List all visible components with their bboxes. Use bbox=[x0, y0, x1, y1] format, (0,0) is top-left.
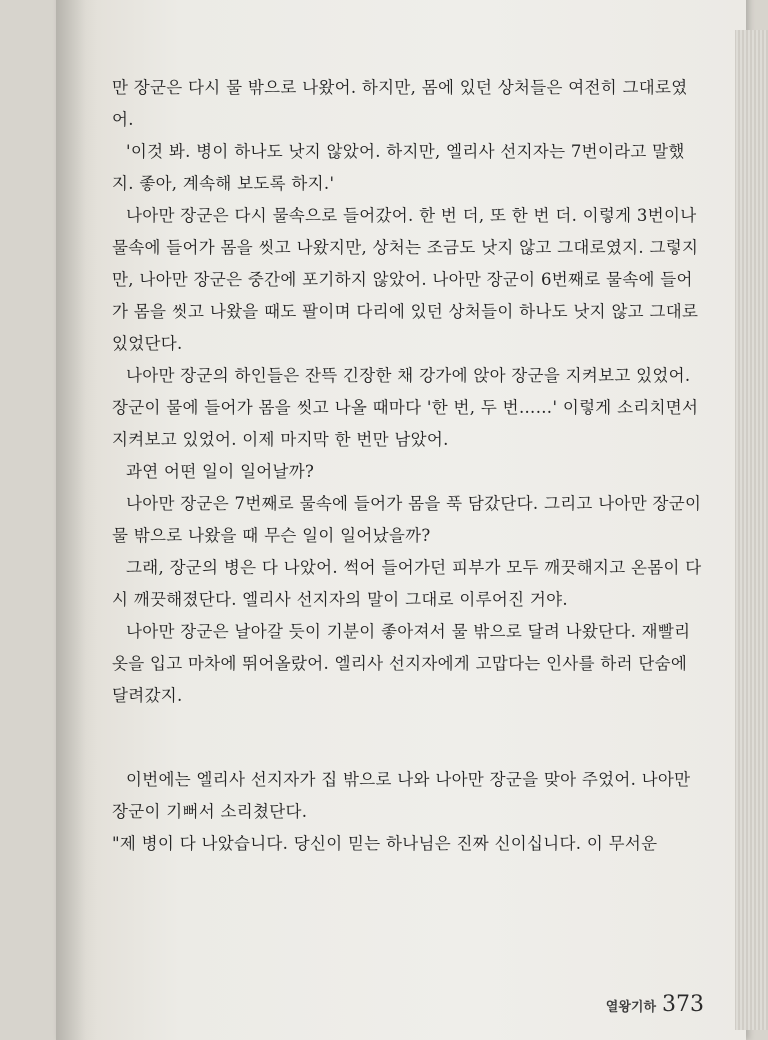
page-footer bbox=[606, 992, 704, 1017]
page-edges bbox=[735, 30, 768, 1030]
paragraph: 나아만 장군의 하인들은 잔뜩 긴장한 채 강가에 앉아 장군을 지켜보고 있었어. 장군이 물에 들어가 몸을 씻고 나올 때마다 '한 번, 두 번……' 이렇게 소리치면서 지켜보고 있었어. 이제 마지막 한 번만 남았어. bbox=[112, 366, 699, 449]
paragraph: 그래, 장군의 병은 다 나았어. 썩어 들어가던 피부가 모두 깨끗해지고 온몸이 다시 깨끗해졌단다. 엘리사 선지자의 말이 그대로 이루어진 거야. bbox=[112, 558, 702, 609]
running-title: 열왕기하 bbox=[605, 1000, 656, 1015]
body-text bbox=[112, 72, 702, 860]
paragraph: "제 병이 다 나았습니다. 당신이 믿는 하나님은 진짜 신이십니다. 이 무서운 bbox=[112, 834, 658, 853]
paragraph: 이번에는 엘리사 선지자가 집 밖으로 나와 나아만 장군을 맞아 주었어. 나아만 장군이 기뻐서 소리쳤단다. bbox=[112, 770, 691, 821]
paragraph: 나아만 장군은 날아갈 듯이 기분이 좋아져서 물 밖으로 달려 나왔단다. 재빨리 옷을 입고 마차에 뛰어올랐어. 엘리사 선지자에게 고맙다는 인사를 하러 단숨에 달려갔지. bbox=[112, 622, 691, 705]
paragraph: 나아만 장군은 7번째로 물속에 들어가 몸을 푹 담갔단다. 그리고 나아만 장군이 물 밖으로 나왔을 때 무슨 일이 일어났을까? bbox=[112, 494, 702, 545]
paragraph: 나아만 장군은 다시 물속으로 들어갔어. 한 번 더, 또 한 번 더. 이렇게 3번이나 물속에 들어가 몸을 씻고 나왔지만, 상처는 조금도 낫지 않고 그대로였지. 그렇지만, 나아만 장군은 중간에 포기하지 않았어. 나아만 장군이 6번째로 물속에 들어가 몸을 씻고 나왔을 때도 팔이며 다리에 있던 상처들이 하나도 낫지 않고 그대로 있었단다. bbox=[112, 206, 699, 353]
page-number: 373 bbox=[662, 992, 704, 1017]
paragraph: 과연 어떤 일이 일어날까? bbox=[126, 462, 315, 481]
paragraph: '이것 봐. 병이 하나도 낫지 않았어. 하지만, 엘리사 선지자는 7번이라고 말했지. 좋아, 계속해 보도록 하지.' bbox=[112, 142, 685, 193]
paragraph: 만 장군은 다시 물 밖으로 나왔어. 하지만, 몸에 있던 상처들은 여전히 그대로였어. bbox=[112, 78, 688, 129]
